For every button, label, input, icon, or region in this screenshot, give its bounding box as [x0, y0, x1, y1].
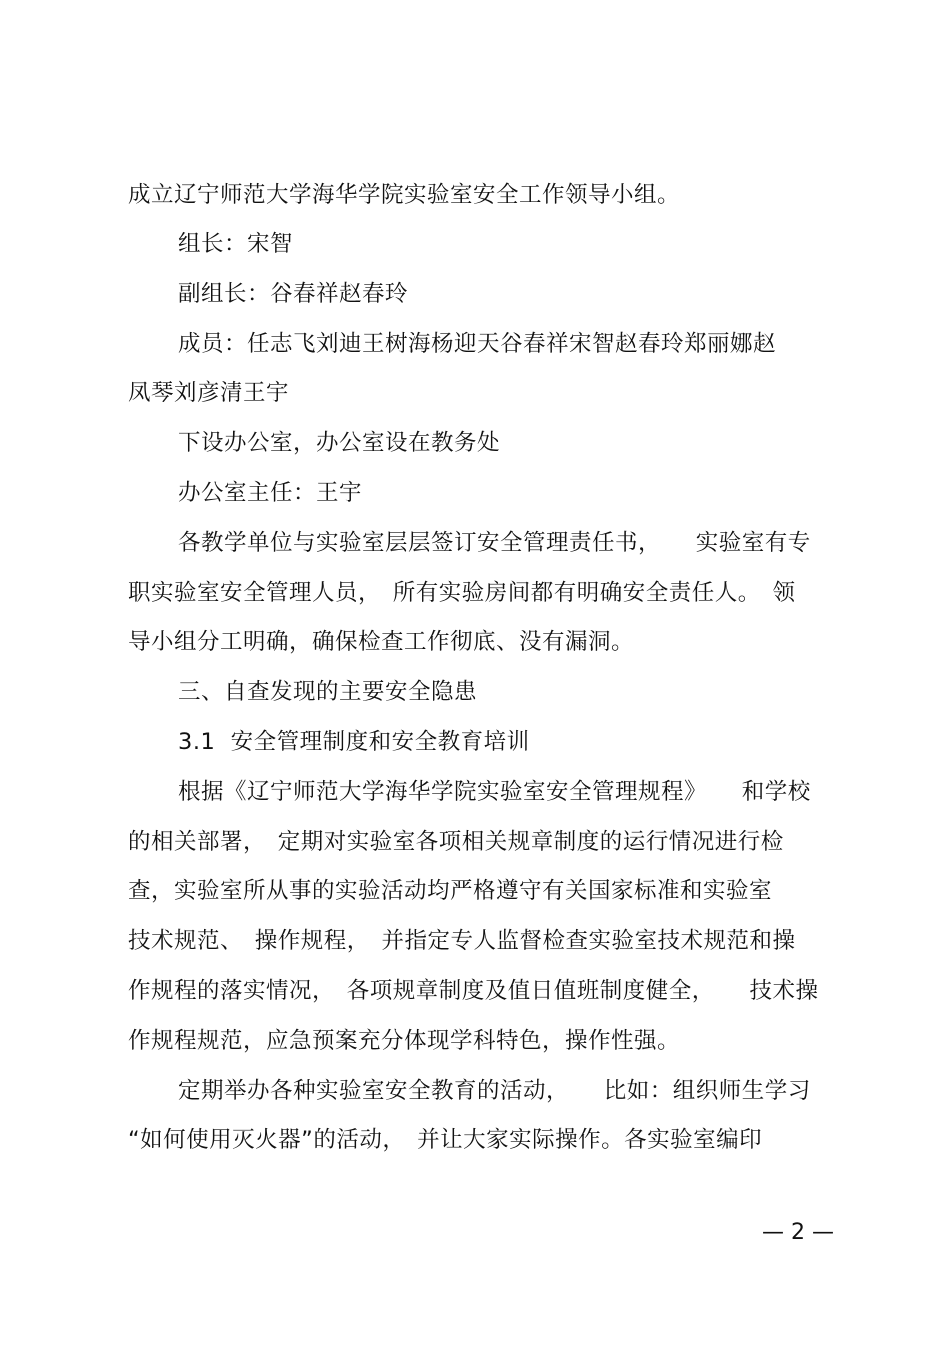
body-line: 的相关部署， 定期对实验室各项相关规章制度的运行情况进行检	[128, 829, 784, 855]
body-line: 各教学单位与实验室层层签订安全管理责任书， 实验室有专	[178, 530, 811, 556]
body-line: 导小组分工明确，确保检查工作彻底、没有漏洞。	[128, 629, 635, 655]
body-line: 根据《辽宁师范大学海华学院实验室安全管理规程》 和学校	[178, 779, 811, 805]
body-line: 查，实验室所从事的实验活动均严格遵守有关国家标准和实验室	[128, 878, 773, 904]
section-heading: 三、自查发现的主要安全隐患	[178, 679, 478, 705]
body-line: 作规程的落实情况， 各项规章制度及值日值班制度健全， 技术操	[128, 978, 819, 1004]
body-line: 定期举办各种实验室安全教育的活动， 比如：组织师生学习	[178, 1078, 811, 1104]
leader-line: 组长：宋智	[178, 231, 294, 257]
body-line: 技术规范、 操作规程， 并指定专人监督检查实验室技术规范和操	[128, 928, 796, 954]
page-number: — 2 —	[762, 1220, 834, 1245]
body-line: “如何使用灭火器”的活动， 并让大家实际操作。各实验室编印	[128, 1127, 763, 1153]
members-continuation-line: 凤琴刘彦清王宇	[128, 380, 290, 406]
office-director-line: 办公室主任：王宇	[178, 480, 363, 506]
office-line: 下设办公室，办公室设在教务处	[178, 430, 501, 456]
deputy-leader-line: 副组长：谷春祥赵春玲	[178, 281, 409, 307]
body-line: 职实验室安全管理人员， 所有实验房间都有明确安全责任人。 领	[128, 580, 796, 606]
subsection-heading: 3.1 安全管理制度和安全教育培训	[178, 729, 530, 755]
members-line: 成员：任志飞刘迪王树海杨迎天谷春祥宋智赵春玲郑丽娜赵	[178, 331, 777, 357]
body-line: 成立辽宁师范大学海华学院实验室安全工作领导小组。	[128, 182, 681, 208]
body-line: 作规程规范，应急预案充分体现学科特色，操作性强。	[128, 1028, 681, 1054]
